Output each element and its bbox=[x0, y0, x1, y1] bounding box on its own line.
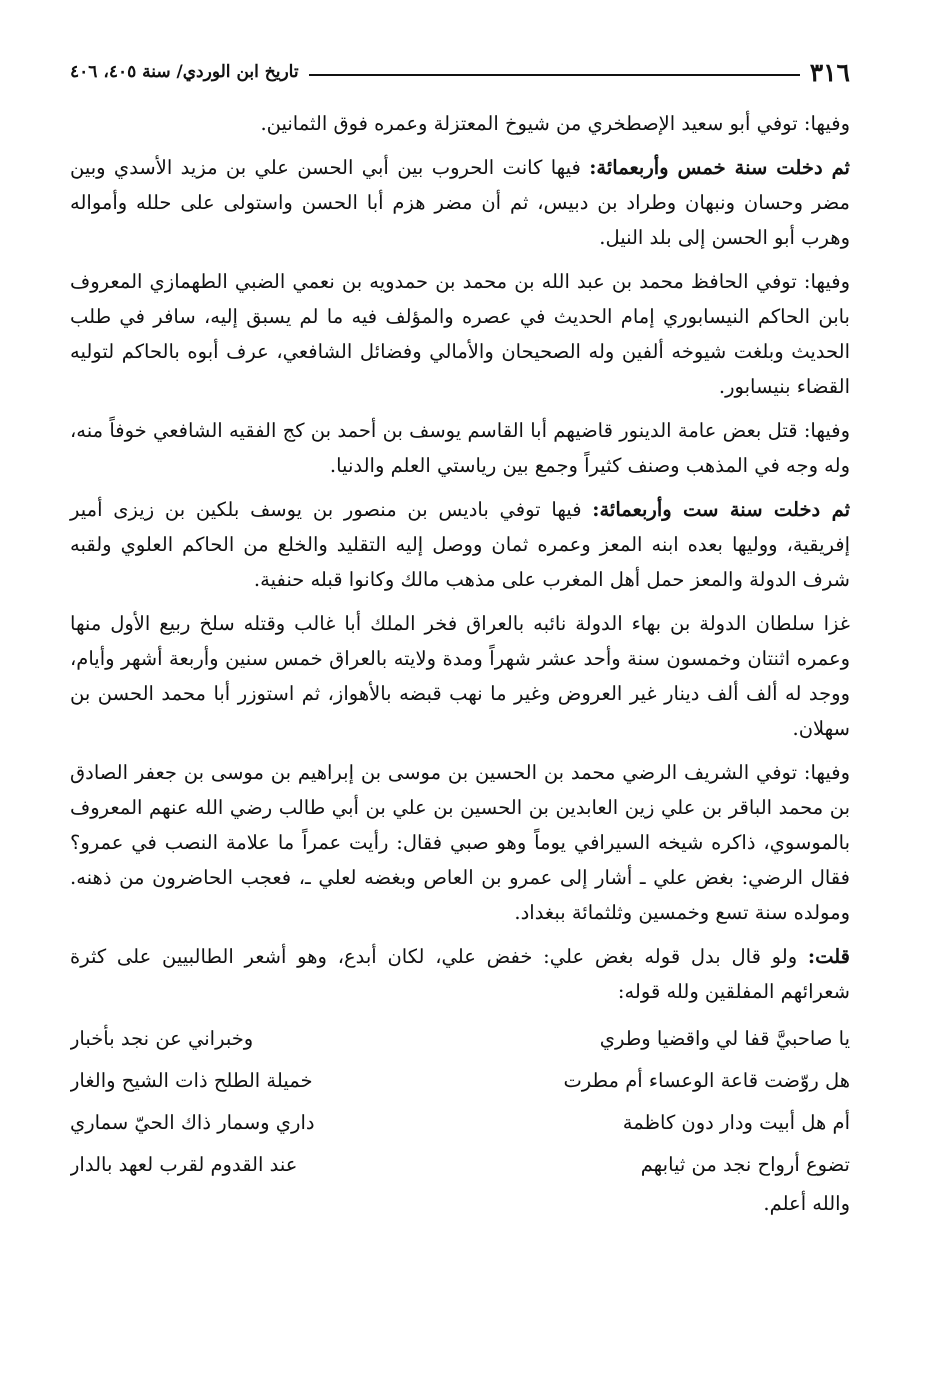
verse-first-hemistich: هل روّضت قاعة الوعساء أم مطرت bbox=[563, 1069, 850, 1092]
poem-verse bbox=[70, 1060, 850, 1102]
paragraph-2 bbox=[70, 150, 850, 255]
header-rule bbox=[309, 74, 800, 76]
paragraph-3 bbox=[70, 264, 850, 404]
paragraph-5 bbox=[70, 492, 850, 597]
running-title: تاريخ ابن الوردي/ سنة ٤٠٥، ٤٠٦ bbox=[70, 62, 299, 82]
poem-verse bbox=[70, 1144, 850, 1186]
paragraph-lead: قلت: bbox=[807, 945, 850, 968]
paragraph-text: وفيها: قتل بعض عامة الدينور قاضيهم أبا القاسم يوسف بن أحمد بن كج الفقيه الشافعي خوفاً منه، وله وجه في المذهب وصنف كثيراً وجمع بين رياستي العلم والدنيا. bbox=[70, 419, 850, 477]
poem bbox=[70, 1018, 850, 1186]
verse-first-hemistich: أم هل أبيت ودار دون كاظمة bbox=[622, 1111, 850, 1134]
verse-second-hemistich: وخبراني عن نجد بأخبار bbox=[70, 1027, 254, 1050]
paragraph-8 bbox=[70, 939, 850, 1009]
paragraph-6 bbox=[70, 606, 850, 746]
paragraph-text: وفيها: توفي الحافظ محمد بن عبد الله بن محمد بن حمدويه بن نعمي الضبي الطهمازي المعروف بابن الحاكم النيسابوري إمام الحديث في عصره والمؤلف فيه ما لم يسبق إليه، سافر في طلب الحديث وبلغت شيوخه ألفين وله الصحيحان والأمالي وفضائل الشافعي، عرف أبوه بالحاكم لتوليه القضاء بنيسابور. bbox=[70, 270, 850, 398]
verse-second-hemistich: داري وسمار ذاك الحيّ سماري bbox=[70, 1111, 315, 1134]
page-number: ٣١٦ bbox=[809, 57, 850, 87]
paragraph-lead: ثم دخلت سنة خمس وأربعمائة: bbox=[589, 156, 850, 179]
page-header bbox=[70, 52, 850, 92]
paragraph-text: فيها توفي باديس بن منصور بن يوسف بلكين بن زيزى أمير إفريقية، ووليها بعده ابنه المعز وعمره ثمان ووصل إليه التقليد والخلع من الحاكم العلوي ولقبه شرف الدولة والمعز حمل أهل المغرب على مذهب مالك وكانوا قبله حنفية. bbox=[70, 498, 850, 591]
paragraph-text: وفيها: توفي أبو سعيد الإصطخري من شيوخ المعتزلة وعمره فوق الثمانين. bbox=[260, 112, 850, 135]
poem-verse bbox=[70, 1102, 850, 1144]
poem-verse bbox=[70, 1018, 850, 1060]
paragraph-text: غزا سلطان الدولة بن بهاء الدولة نائبه بالعراق فخر الملك أبا غالب وقتله سلخ ربيع الأول منها وعمره اثنتان وخمسون سنة وأحد عشر شهراً ومدة ولايته بالعراق خمس سنين وأربعة أشهر وأيام، ووجد له ألف ألف دينار غير العروض وغير ما نهب قبضه بالأهواز، ثم استوزر أبا محمد الحسن بن سهلان. bbox=[70, 612, 850, 740]
verse-first-hemistich: يا صاحبيَّ قفا لي واقضيا وطري bbox=[599, 1027, 850, 1050]
paragraph-lead: ثم دخلت سنة ست وأربعمائة: bbox=[592, 498, 850, 521]
paragraph-7 bbox=[70, 755, 850, 930]
paragraph-text: ولو قال بدل قوله بغض علي: خفض علي، لكان أبدع، وهو أشعر الطالبيين على كثرة شعرائهم المفلقين ولله قوله: bbox=[70, 945, 850, 1003]
page-body bbox=[70, 106, 850, 1222]
book-page bbox=[70, 52, 850, 1352]
paragraph-text: فيها كانت الحروب بين أبي الحسن علي بن مزيد الأسدي وبين مضر وحسان ونبهان وطراد بن دبيس، ثم أن مضر هزم أبا الحسن واستولى على حلله وأمواله وهرب أبو الحسن إلى بلد النيل. bbox=[70, 156, 850, 249]
verse-second-hemistich: عند القدوم لقرب لعهد بالدار bbox=[70, 1153, 298, 1176]
closing-formula: والله أعلم. bbox=[763, 1192, 850, 1215]
verse-first-hemistich: تضوع أرواح نجد من ثيابهم bbox=[640, 1153, 850, 1176]
paragraph-text: وفيها: توفي الشريف الرضي محمد بن الحسين بن موسى بن إبراهيم بن موسى بن جعفر الصادق بن محمد الباقر بن علي زين العابدين بن الحسين بن علي بن أبي طالب رضي الله عنهم المعروف بالموسوي، ذاكره شيخه السيرافي يوماً وهو صبي فقال: رأيت عمراً ما علامة النصب في عمرو؟ فقال الرضي: بغض علي ـ أشار إلى عمرو بن العاص وبغضه لعلي ـ، فعجب الحاضرون من ذهنه. ومولده سنة تسع وخمسين وثلثمائة ببغداد. bbox=[70, 761, 850, 924]
paragraph-4 bbox=[70, 413, 850, 483]
verse-second-hemistich: خميلة الطلح ذات الشيح والغار bbox=[70, 1069, 313, 1092]
paragraph-1 bbox=[70, 106, 850, 141]
